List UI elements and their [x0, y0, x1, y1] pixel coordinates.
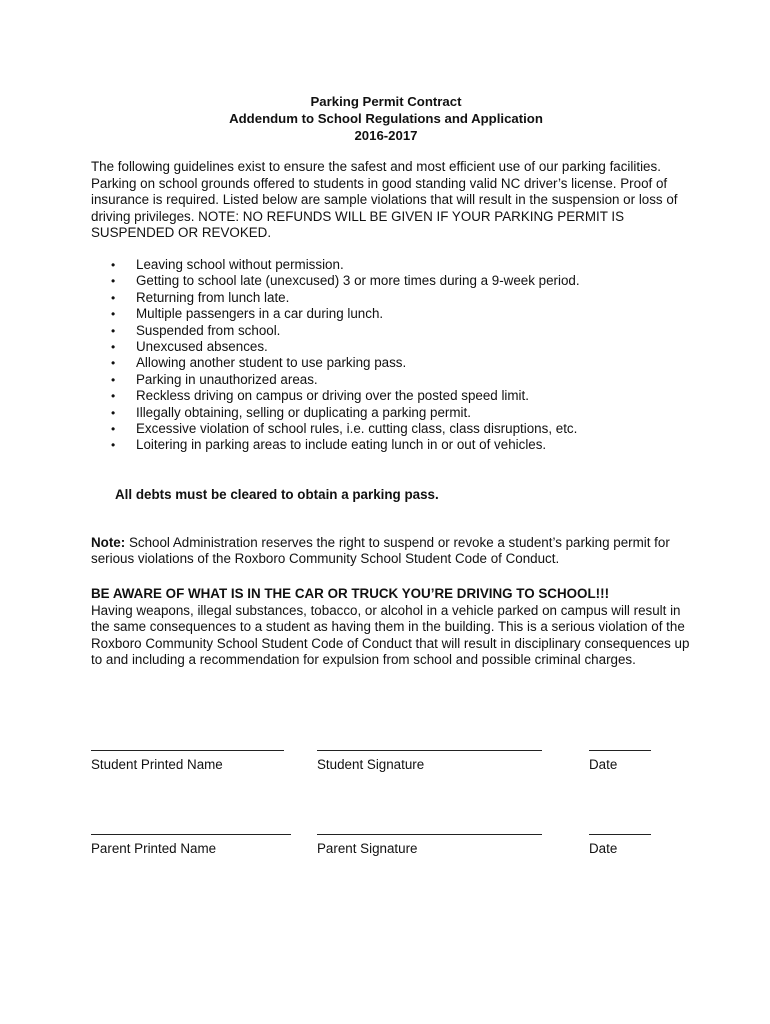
bullet-icon: •	[111, 422, 116, 437]
intro-paragraph: The following guidelines exist to ensure the safest and most efficient use of our parking facilities. Parking on school grounds offered to students in good standing valid NC driver’s license. Proof of insurance is required. Listed below are sample violations that will result in the suspension or loss of driving privileges. NOTE: NO REFUNDS WILL BE GIVEN IF YOUR PARKING PERMIT IS SUSPENDED OR REVOKED.	[91, 159, 678, 241]
document-subtitle: Addendum to School Regulations and Application	[229, 111, 543, 126]
signature-line	[317, 750, 542, 751]
warning-text: Having weapons, illegal substances, tobacco, or alcohol in a vehicle parked on campus will result in the same consequences to a student as having them in the building. This is a serious violation of the Roxboro Community School Student Code of Conduct that will result in disciplinary consequences up to and including a recommendation for expulsion from school and possible criminal charges.	[91, 602, 690, 668]
student-signature-row	[91, 750, 691, 790]
debts-notice: All debts must be cleared to obtain a parking pass.	[115, 486, 439, 502]
note-label: Note:	[91, 534, 126, 550]
signature-line	[317, 834, 542, 835]
violation-text: Suspended from school.	[136, 322, 281, 338]
violation-text: Leaving school without permission.	[136, 256, 344, 272]
note-paragraph	[91, 535, 691, 568]
violations-list	[91, 257, 691, 454]
violation-item	[91, 405, 691, 421]
violation-text: Parking in unauthorized areas.	[136, 371, 318, 387]
violation-text: Excessive violation of school rules, i.e. cutting class, class disruptions, etc.	[136, 421, 578, 437]
bullet-icon: •	[111, 307, 116, 322]
violation-text: Returning from lunch late.	[136, 289, 290, 305]
violation-item	[91, 273, 691, 289]
violation-text: Unexcused absences.	[136, 339, 268, 354]
violation-text: Multiple passengers in a car during lunch.	[136, 306, 384, 322]
parent-date-label: Date	[589, 841, 618, 856]
parent-signature-field[interactable]	[317, 834, 542, 857]
bullet-icon: •	[111, 389, 116, 404]
student-date-label: Date	[589, 757, 618, 772]
violation-text: Getting to school late (unexcused) 3 or more times during a 9-week period.	[136, 273, 580, 289]
parent-date-field[interactable]	[589, 834, 651, 857]
parent-signature-label: Parent Signature	[317, 841, 418, 856]
student-printed-name-field[interactable]	[91, 750, 284, 773]
student-date-field[interactable]	[589, 750, 651, 773]
note-text: School Administration reserves the right to suspend or revoke a student’s parking permit for serious violations of the Roxboro Community School Student Code of Conduct.	[91, 534, 670, 567]
document-header	[91, 93, 681, 144]
signature-line	[589, 750, 651, 751]
bullet-icon: •	[111, 274, 116, 289]
signature-line	[91, 834, 291, 835]
bullet-icon: •	[111, 290, 116, 305]
violation-text: Reckless driving on campus or driving over the posted speed limit.	[136, 388, 529, 404]
warning-title: BE AWARE OF WHAT IS IN THE CAR OR TRUCK YOU’RE DRIVING TO SCHOOL!!!	[91, 586, 610, 602]
document-page	[91, 93, 691, 669]
violation-item	[91, 290, 691, 306]
bullet-icon: •	[111, 323, 116, 338]
bullet-icon: •	[111, 356, 116, 371]
bullet-icon: •	[111, 257, 116, 272]
student-printed-name-label: Student Printed Name	[91, 757, 223, 772]
violation-item	[91, 355, 691, 371]
violation-item	[91, 421, 691, 437]
bullet-icon: •	[111, 372, 116, 387]
violation-item	[91, 339, 691, 355]
signature-line	[91, 750, 284, 751]
violation-item	[91, 372, 691, 388]
violation-item	[91, 323, 691, 339]
violation-item	[91, 388, 691, 404]
warning-paragraph	[91, 586, 691, 669]
bullet-icon: •	[111, 438, 116, 453]
violation-item	[91, 257, 691, 273]
violation-text: Illegally obtaining, selling or duplicating a parking permit.	[136, 404, 471, 420]
school-year: 2016-2017	[354, 128, 418, 143]
bullet-icon: •	[111, 340, 116, 354]
signature-line	[589, 834, 651, 835]
violation-text: Loitering in parking areas to include eating lunch in or out of vehicles.	[136, 437, 547, 453]
parent-printed-name-field[interactable]	[91, 834, 291, 857]
document-title: Parking Permit Contract	[310, 94, 462, 109]
bullet-icon: •	[111, 405, 116, 420]
violation-item	[91, 306, 691, 322]
violation-item	[91, 437, 691, 453]
parent-signature-row	[91, 834, 691, 874]
student-signature-field[interactable]	[317, 750, 542, 773]
violation-text: Allowing another student to use parking pass.	[136, 355, 407, 371]
student-signature-label: Student Signature	[317, 757, 425, 772]
parent-printed-name-label: Parent Printed Name	[91, 841, 217, 856]
